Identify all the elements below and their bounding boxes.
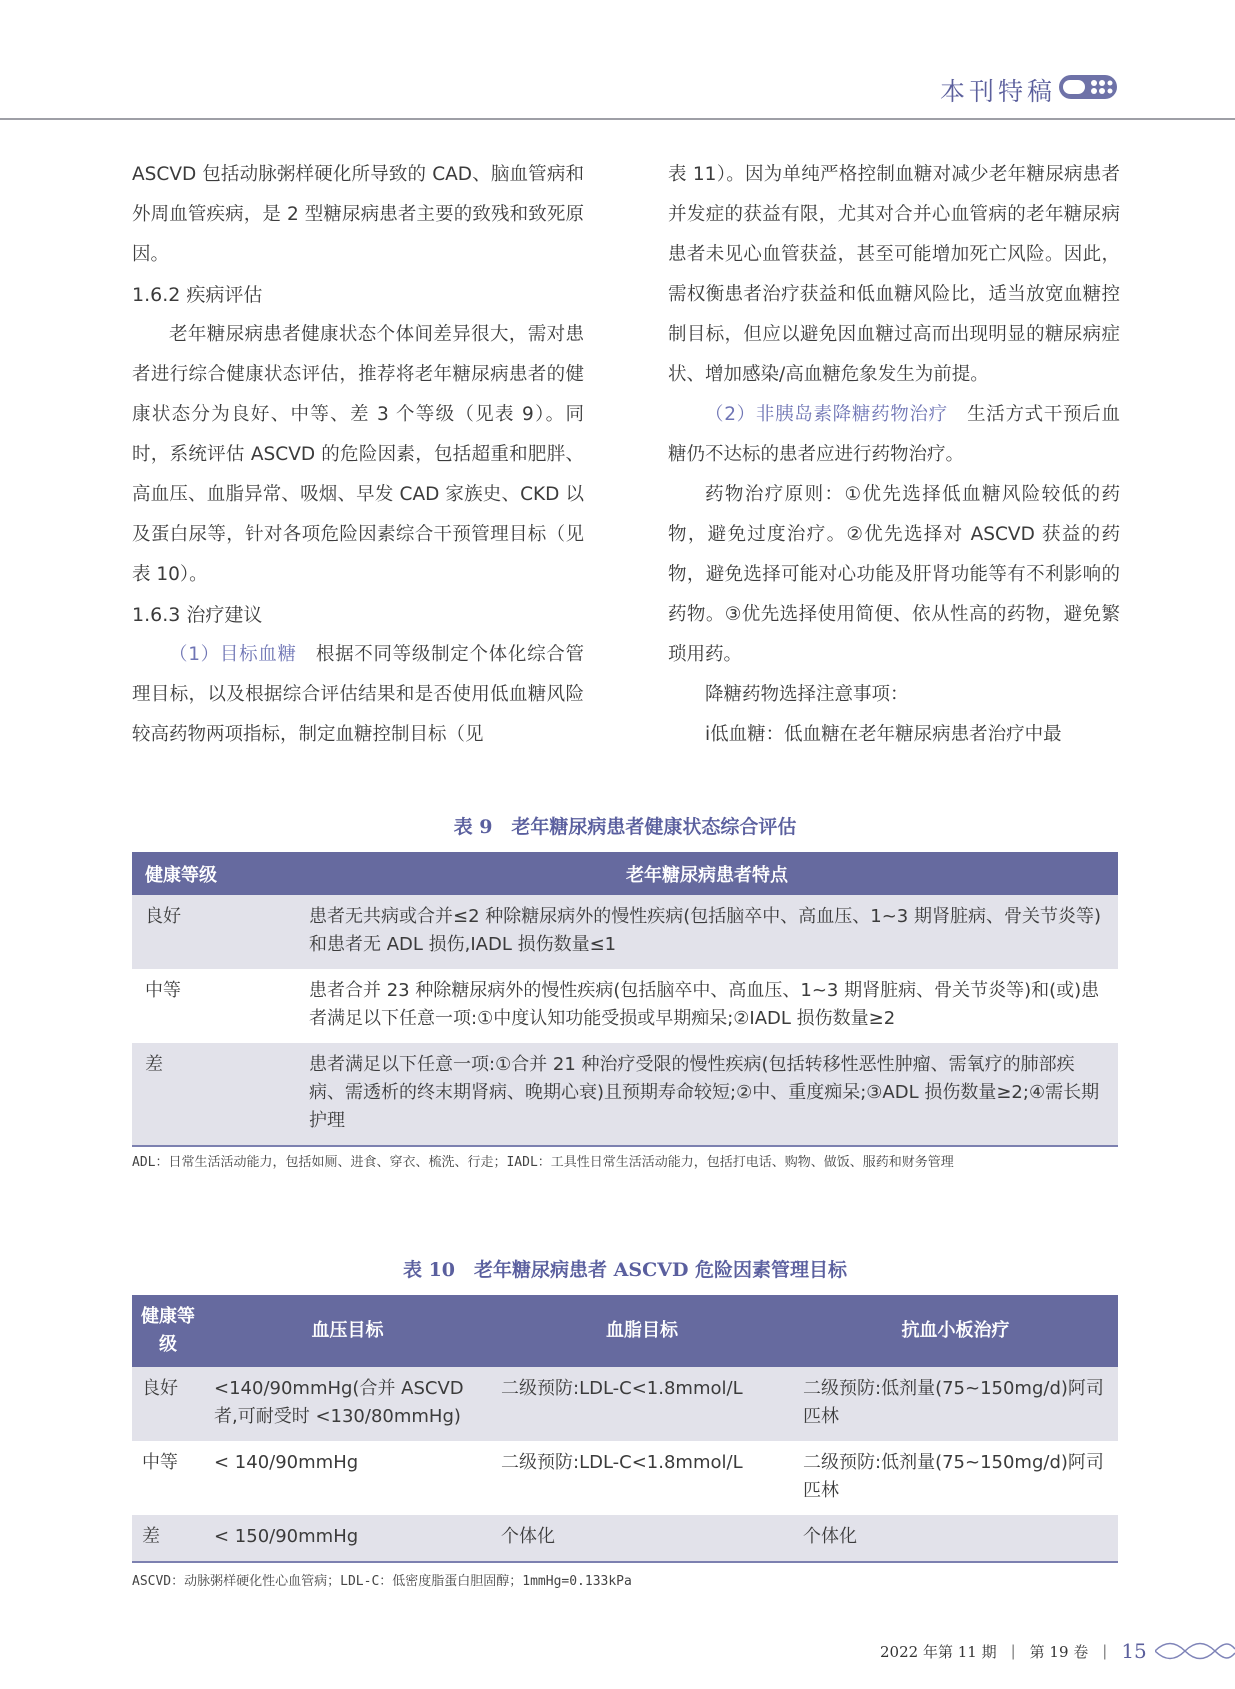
table-cell: <140/90mmHg(合并 ASCVD 者,可耐受时 <130/80mmHg) <box>204 1367 491 1441</box>
table-cell: 良好 <box>132 895 296 969</box>
table-row <box>132 969 1118 1043</box>
table-header-cell: 血压目标 <box>204 1295 491 1367</box>
table10-note: ASCVD：动脉粥样硬化性心血管病；LDL-C：低密度脂蛋白胆固醇；1mmHg=0.133kPa <box>132 1574 632 1589</box>
table-header-cell: 健康等级 <box>132 1295 204 1367</box>
table-cell: 患者满足以下任意一项:①合并 21 种治疗受限的慢性疾病(包括转移性恶性肿瘤、需氧疗的肺部疾病、需透析的终末期肾病、晚期心衰)且预期寿命较短;②中、重度痴呆;③ADL 损伤数量≥2;④需长期护理 <box>296 1043 1118 1146</box>
table-row <box>132 895 1118 969</box>
footer-divider: | <box>1010 1642 1016 1660</box>
journal-logo-icon <box>1058 72 1118 102</box>
table-cell: 个体化 <box>793 1515 1118 1562</box>
table-cell: 差 <box>132 1515 204 1562</box>
paragraph: ASCVD 包括动脉粥样硬化所导致的 CAD、脑血管病和外周血管疾病，是 2 型糖尿病患者主要的致残和致死原因。 <box>132 164 584 265</box>
paragraph: ⅰ低血糖：低血糖在老年糖尿病患者治疗中最 <box>705 724 1062 745</box>
table10 <box>132 1295 1118 1563</box>
table-cell: 二级预防:LDL-C<1.8mmol/L <box>501 1452 743 1473</box>
table-header-row <box>132 852 1118 895</box>
issue-label: 2022 年第 11 期 <box>880 1642 997 1661</box>
paragraph-text: 根据不同等级制定个体化综合管理目标，以及根据综合评估结果和是否使用低血糖风险较高药物两项指标，制定血糖控制目标（见 <box>132 644 584 745</box>
page-footer <box>880 1639 1235 1663</box>
table-cell: 差 <box>132 1043 296 1146</box>
table9-note: ADL：日常生活活动能力，包括如厕、进食、穿衣、梳洗、行走；IADL：工具性日常生活活动能力，包括打电话、购物、做饭、服药和财务管理 <box>132 1155 954 1170</box>
section-title: 本刊特稿 <box>940 77 1057 106</box>
table-row <box>132 1043 1118 1146</box>
paragraph: 降糖药物选择注意事项： <box>705 684 909 705</box>
table-cell: 二级预防:低剂量(75~150mg/d)阿司匹林 <box>793 1367 1118 1441</box>
table-header-cell: 血脂目标 <box>491 1295 793 1367</box>
table-row <box>132 1515 1118 1562</box>
table-header-cell: 抗血小板治疗 <box>793 1295 1118 1367</box>
table-cell: 患者合并 23 种除糖尿病外的慢性疾病(包括脑卒中、高血压、1~3 期肾脏病、骨关节炎等)和(或)患者满足以下任意一项:①中度认知功能受损或早期痴呆;②IADL 损伤数量≥2 <box>309 980 1100 1029</box>
header-divider <box>0 118 1235 120</box>
table-row <box>132 1441 1118 1515</box>
subheading-label: （1）目标血糖 <box>169 644 297 665</box>
volume-label: 第 19 卷 <box>1029 1642 1089 1661</box>
section-heading: 1.6.3 治疗建议 <box>132 604 263 626</box>
page-number: 15 <box>1121 1639 1147 1663</box>
table-header-cell: 老年糖尿病患者特点 <box>296 852 1118 895</box>
table-cell: 中等 <box>142 1452 178 1473</box>
table-header-row <box>132 1295 1118 1367</box>
table-cell: 患者无共病或合并≤2 种除糖尿病外的慢性疾病(包括脑卒中、高血压、1~3 期肾脏病、骨关节炎等)和患者无 ADL 损伤,IADL 损伤数量≤1 <box>296 895 1118 969</box>
table-cell: 中等 <box>145 980 181 1001</box>
paragraph <box>132 635 584 755</box>
footer-divider: | <box>1102 1642 1108 1660</box>
table-header-cell: 健康等级 <box>132 852 296 895</box>
paragraph <box>668 395 1120 475</box>
paragraph-text: 生活方式干预后血糖仍不达标的患者应进行药物治疗。 <box>668 404 1120 465</box>
table10-caption: 表 10 老年糖尿病患者 ASCVD 危险因素管理目标 <box>402 1259 848 1281</box>
table-cell: 二级预防:低剂量(75~150mg/d)阿司匹林 <box>803 1452 1104 1501</box>
table-cell: < 150/90mmHg <box>204 1515 491 1562</box>
table9 <box>132 852 1118 1147</box>
dna-ornament-icon <box>1155 1641 1235 1661</box>
table9-caption: 表 9 老年糖尿病患者健康状态综合评估 <box>453 816 797 838</box>
paragraph: 药物治疗原则：①优先选择低血糖风险较低的药物，避免过度治疗。②优先选择对 ASCVD 获益的药物，避免选择可能对心功能及肝肾功能等有不利影响的药物。③优先选择使用简便、依从性高的药物，避免繁琐用药。 <box>668 484 1120 665</box>
section-heading: 1.6.2 疾病评估 <box>132 284 263 306</box>
table-row <box>132 1367 1118 1441</box>
table-cell: < 140/90mmHg <box>214 1452 359 1473</box>
table-cell: 良好 <box>132 1367 204 1441</box>
subheading-label: （2）非胰岛素降糖药物治疗 <box>705 404 948 425</box>
left-column <box>132 155 584 755</box>
right-column <box>668 155 1120 755</box>
table-cell: 个体化 <box>491 1515 793 1562</box>
paragraph: 老年糖尿病患者健康状态个体间差异很大，需对患者进行综合健康状态评估，推荐将老年糖尿病患者的健康状态分为良好、中等、差 3 个等级（见表 9）。同时，系统评估 ASCVD 的危险因素，包括超重和肥胖、高血压、血脂异常、吸烟、早发 CAD 家族史、CKD 以及蛋白尿等，针对各项危险因素综合干预管理目标（见表 10）。 <box>132 324 584 585</box>
table-cell: 二级预防:LDL-C<1.8mmol/L <box>491 1367 793 1441</box>
paragraph: 表 11）。因为单纯严格控制血糖对减少老年糖尿病患者并发症的获益有限，尤其对合并心血管病的老年糖尿病患者未见心血管获益，甚至可能增加死亡风险。因此，需权衡患者治疗获益和低血糖风险比，适当放宽血糖控制目标，但应以避免因血糖过高而出现明显的糖尿病症状、增加感染/高血糖危象发生为前提。 <box>668 164 1120 385</box>
